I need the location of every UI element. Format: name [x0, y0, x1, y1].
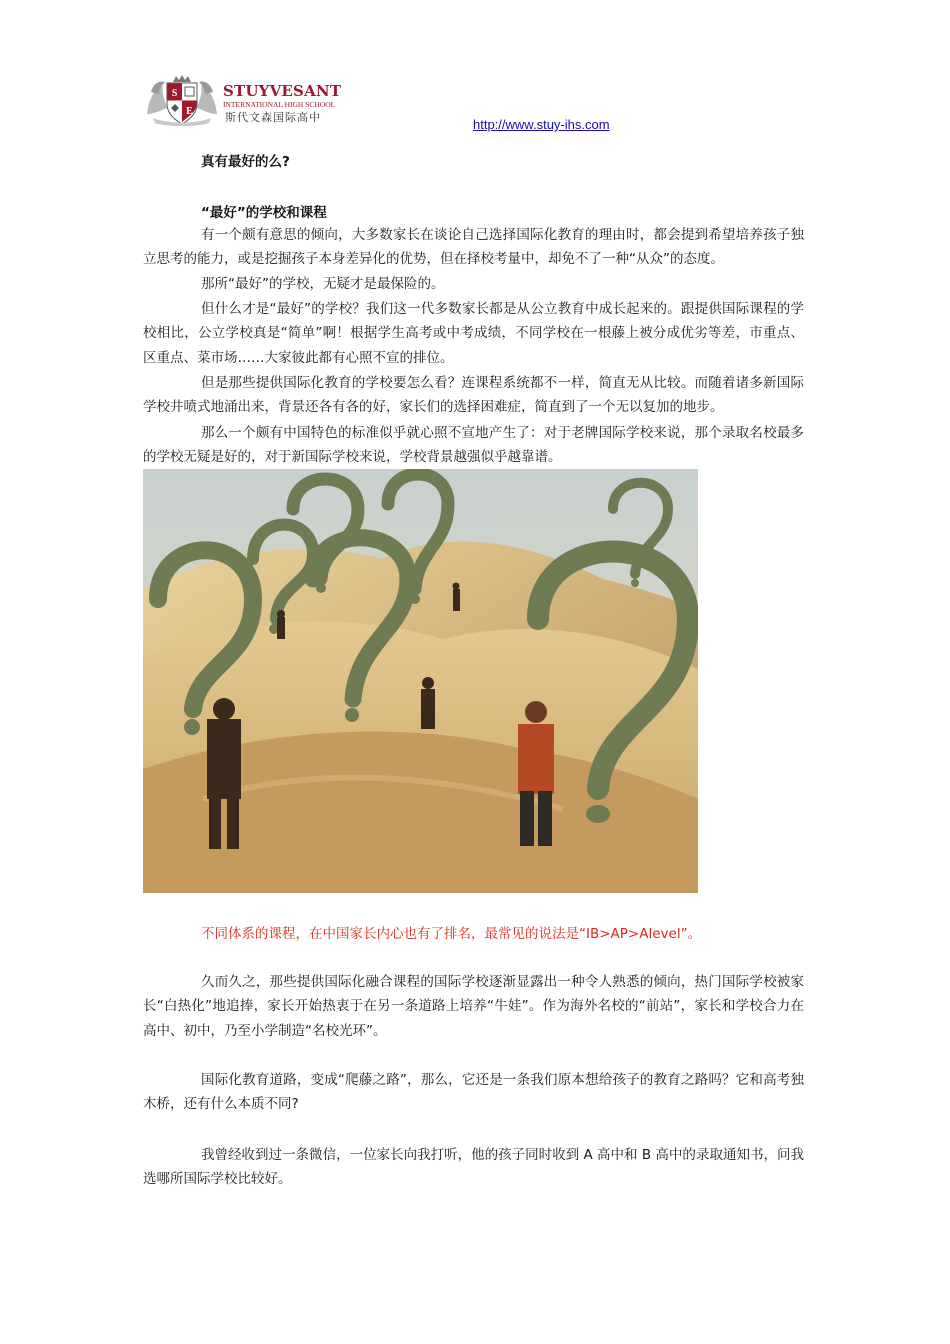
svg-text:S: S — [171, 88, 178, 99]
logo-subtitle: INTERNATIONAL HIGH SCHOOL — [223, 100, 336, 109]
paragraph-6: 久而久之，那些提供国际化融合课程的国际学校逐渐显露出一种令人熟悉的倾向，热门国际学校被家长“白热化”地追捧，家长开始热衷于在另一条道路上培养“牛娃”。作为海外名校的“前站”，家长和学校合力在高中、初中，乃至小学制造“名校光环”。 — [143, 974, 804, 1039]
paragraph-1: 有一个颇有意思的倾向，大多数家长在谈论自己选择国际化教育的理由时，都会提到希望培养孩子独立思考的能力，或是挖掘孩子本身差异化的优势，但在择校考量中，却免不了一种“从众”的态度。 — [143, 227, 804, 268]
school-crest-icon — [143, 74, 221, 126]
logo-name: STUYVESANT — [223, 82, 342, 100]
article-title: 真有最好的么? — [201, 154, 290, 170]
paragraph-3: 但什么才是“最好”的学校？我们这一代多数家长都是从公立教育中成长起来的。跟提供国际课程的学校相比，公立学校真是“简单”啊！根据学生高考或中考成绩，不同学校在一根藤上被分成优劣等差，市重点、区重点、菜市场……大家彼此都有心照不宣的排位。 — [143, 301, 804, 366]
paragraph-8: 我曾经收到过一条微信，一位家长向我打听，他的孩子同时收到 A 高中和 B 高中的录取通知书，问我选哪所国际学校比较好。 — [143, 1147, 804, 1188]
paragraph-2: 那所“最好”的学校，无疑才是最保险的。 — [201, 276, 445, 292]
image-caption: 不同体系的课程，在中国家长内心也有了排名，最常见的说法是“IB>AP>Alevel”。 — [201, 926, 702, 942]
website-link[interactable]: http://www.stuy-ihs.com — [473, 117, 610, 132]
section-title: “最好”的学校和课程 — [201, 205, 327, 221]
paragraph-5: 那么一个颇有中国特色的标准似乎就心照不宣地产生了：对于老牌国际学校来说，那个录取名校最多的学校无疑是好的，对于新国际学校来说，学校背景越强似乎越靠谱。 — [143, 425, 804, 466]
school-logo — [143, 74, 342, 128]
paragraph-7: 国际化教育道路，变成“爬藤之路”，那么，它还是一条我们原本想给孩子的教育之路吗？它和高考独木桥，还有什么本质不同? — [143, 1072, 804, 1113]
svg-text:E: E — [186, 106, 193, 117]
logo-chinese-name: 斯代文森国际高中 — [225, 111, 321, 124]
paragraph-4: 但是那些提供国际化教育的学校要怎么看？连课程系统都不一样，简直无从比较。而随着诸多新国际学校井喷式地涌出来，背景还各有各的好，家长们的选择困难症，简直到了一个无以复加的地步。 — [143, 375, 804, 416]
question-marks-desert-image — [143, 469, 698, 893]
